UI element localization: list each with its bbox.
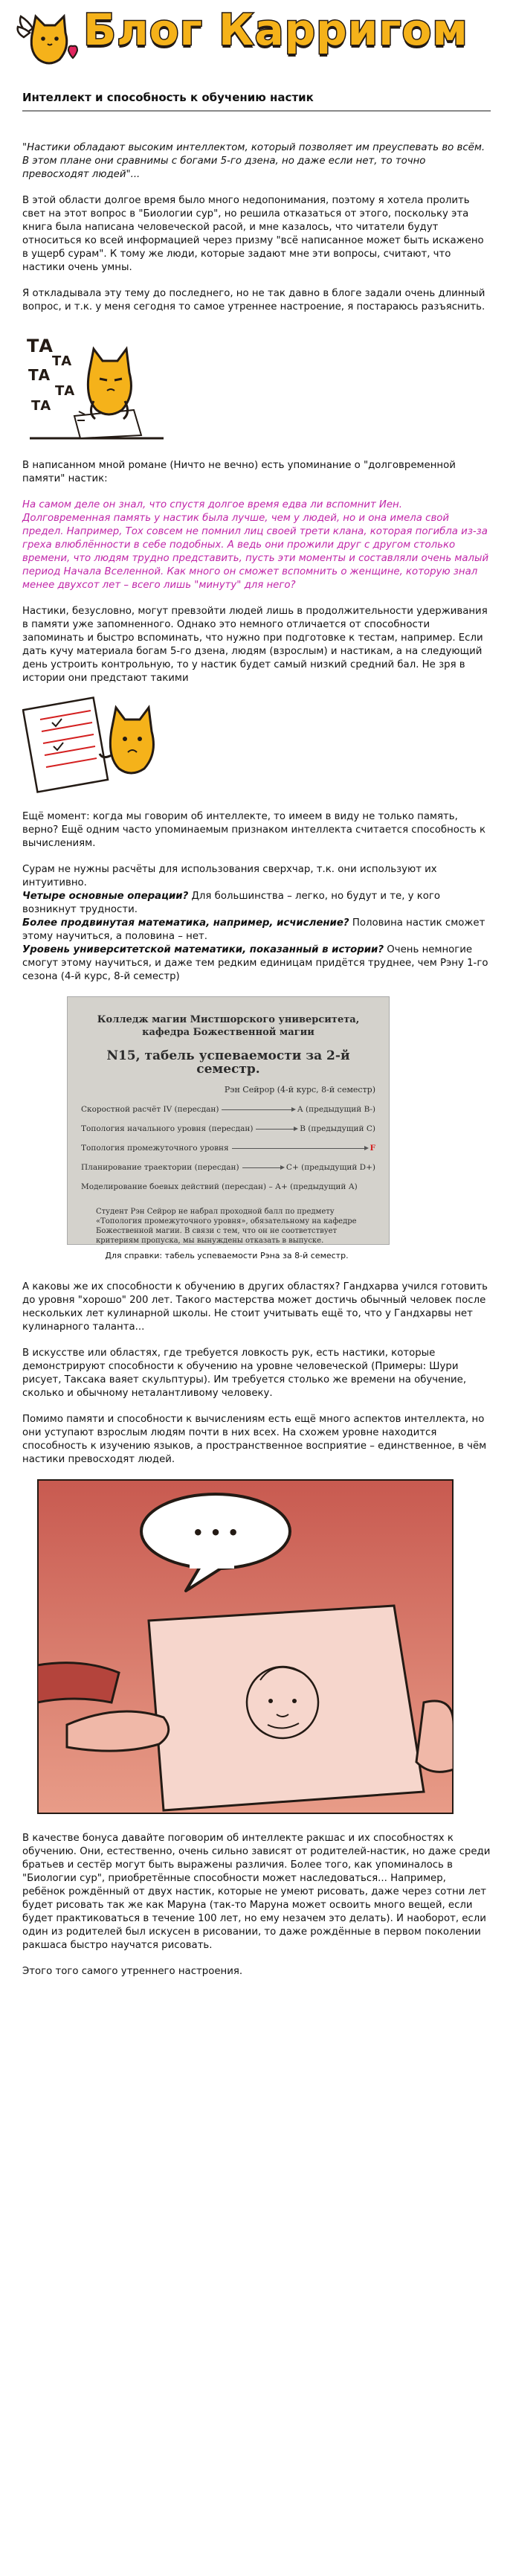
paragraph: Этого того самого утреннего настроения.: [22, 1966, 243, 1977]
sfx-text: ТА: [52, 353, 72, 369]
paragraph: В этой области долгое время было много недопонимания, поэтому я хотела пролить свет на этот вопрос в "Биологии сур", но решила отказаться от этого, поскольку эта книга была написана человеческой расой, и мне казалось, что читатели будут относиться ко всей информацией через призму "всё написанное может быть искажено в ущерб сурам". К тому же люди, которые задают мне эти вопросы, считают, что настики очень умны.: [22, 195, 484, 273]
intro-quote: "Настики обладают высоким интеллектом, который позволяет им преуспевать во всём. В этом плане они сравнимы с богами 5-го дзена, но даже если нет, то точно превосходят людей"...: [22, 142, 485, 180]
report-card-student: Рэн Сейрор (4-й курс, 8-й семестр): [224, 1085, 375, 1095]
report-card-header-line: кафедра Божественной магии: [142, 1027, 314, 1038]
paragraph: Сурам не нужны расчёты для использования сверхчар, т.к. они используют их интуитивно.: [22, 864, 437, 888]
report-card-row: [81, 1180, 375, 1194]
sfx-text: ТА: [55, 383, 75, 399]
sfx-text: ТА: [27, 336, 53, 356]
paragraph: Настики, безусловно, могут превзойти людей лишь в продолжительности удерживания в памяти уже запомненного. Однако это немного отличается от способности запоминать и быстро вспоминать, что нужно при подготовке к тестам, например. Если дать кучу материала богам 5-го дзена, людям (взрослым) и настикам, а на следующий день устроить контрольную, то у настик будет самый низкий средний бал. Не зря в истории они предстают такими: [22, 606, 488, 684]
report-card-subject: Моделирование боевых действий (пересдан) – А+ (предыдущий А): [81, 1182, 358, 1191]
report-card-grade: А (предыдущий В-): [297, 1105, 375, 1114]
report-card-grade: В (предыдущий С): [300, 1124, 375, 1133]
article-body: [0, 74, 513, 1979]
math-question: Более продвинутая математика, например, исчисление?: [22, 917, 349, 929]
novel-quote: На самом деле он знал, что спустя долгое время едва ли вспомнит Иен. Долговременная память у настик была лучше, чем у людей, но и она имела свой предел. Например, Тох совсем не помнил лиц своей трети клана, которая погибла из-за греха влюблённости в себе подобных. А ведь они прожили друг с другом столько времени, что людям трудно представить, пусть эти моменты и составляли очень малый период Начала Вселенной. Как много он сможет вспомнить о женщине, которую знал менее двухсот лет – всего лишь "минуту" для него?: [22, 499, 489, 591]
arrow-icon: [256, 1129, 297, 1130]
article-title: Интеллект и способность к обучению настик: [22, 91, 314, 104]
paragraph: Помимо памяти и способности к вычислениям есть ещё много аспектов интеллекта, но они уступают взрослым людям почти в них всех. На схожем уровне находится способность к изучению языков, а пространственное восприятие – единственное, в чём настики превосходят людей.: [22, 1414, 487, 1465]
studying-cat-illustration: [22, 693, 178, 797]
math-answer: Половина настик сможет этому научиться, а половина – нет.: [22, 917, 485, 942]
paragraph: А каковы же их способности к обучению в других областях? Гандхарва учился готовить до уровня "хорошо" 200 лет. Такого мастерства может достичь обычный человек после нескольких лет кулинарной школы. Не стоит учитывать ещё то, что у Гандхарвы нет кулинарного таланта...: [22, 1281, 488, 1333]
paragraph: Я откладывала эту тему до последнего, но не так давно в блоге задали очень длинный вопрос, и т.к. у меня сегодня то самое утреннее настроение, я постараюсь разъяснить.: [22, 288, 485, 313]
report-card-header: [81, 1013, 375, 1039]
paragraph: В написанном мной романе (Ничто не вечно) есть упоминание о "долговременной памяти" настик:: [22, 460, 456, 484]
speech-bubble-text: • • •: [192, 1522, 239, 1543]
sfx-text: ТА: [31, 398, 51, 414]
blog-header: [0, 0, 513, 74]
report-card-subject: Топология начального уровня (пересдан): [81, 1124, 254, 1133]
report-card-grade: F: [370, 1144, 375, 1153]
paragraph: В искусстве или областях, где требуется ловкость рук, есть настики, которые демонстрируют способности к обучению на уровне человеческой (Примеры: Шури рисует, Таксака ваяет скульптуры). Им требуется столько же времени на обучение, сколько и обычному неталантливому человеку.: [22, 1348, 467, 1399]
report-card-subject: Топология промежуточного уровня: [81, 1144, 229, 1153]
arrow-icon: [232, 1148, 367, 1149]
report-card-row: [81, 1141, 375, 1155]
sfx-text: ТА: [28, 366, 51, 384]
report-card-header-line: Колледж магии Мистшорского университета,: [97, 1014, 360, 1025]
report-card-note: Студент Рэн Сейрор не набрал проходной балл по предмету «Топология промежуточного уровня», обязательному на кафедре Божественной магии. В связи с тем, что он не соответствует критериям пропуска, мы вынуждены отказать в выпуске.: [96, 1208, 357, 1245]
math-question: Уровень университетской математики, показанный в истории?: [22, 944, 384, 955]
math-answer: Для большинства – легко, но будут и те, у кого возникнут трудности.: [22, 891, 441, 915]
figure-caption: Для справки: табель успеваемости Рэна за 8-й семестр.: [105, 1251, 349, 1260]
report-card-row: [81, 1122, 375, 1135]
math-question: Четыре основные операции?: [22, 891, 189, 902]
report-card-image: [67, 996, 390, 1245]
report-card-row: [81, 1103, 375, 1116]
winged-cat-logo-icon[interactable]: [16, 10, 80, 70]
report-card-subject: Планирование траектории (пересдан): [81, 1163, 239, 1172]
paragraph: В качестве бонуса давайте поговорим об интеллекте ракшас и их способностях к обучению. Они, естественно, очень сильно зависят от родителей-настик, но даже среди братьев и сестёр могут быть выражены различия. Более того, как упоминалось в "Биологии сур", приобретённые способности может наследоваться... Например, ребёнок рождённый от двух настик, которые не умеют рисовать, даже через сотни лет будет рисовать так же как Маруна (так-то Маруна может освоить много вещей, если будет практиковаться в течение 100 лет, но ему незачем это делать). И наоборот, если один из родителей был искусен в рисовании, то даже рождённые в первом поколении ракшаса быстро научатся рисовать.: [22, 1833, 491, 1951]
report-card-subject: Скоростной расчёт IV (пересдан): [81, 1105, 219, 1114]
report-card-title: N15, табель успеваемости за 2-й семестр.: [106, 1048, 350, 1077]
typing-cat-illustration: [22, 327, 171, 446]
math-answer: Очень немногие смогут этому научиться, и даже тем редким единицам придётся труднее, чем Рэну 1-го сезона (4-й курс, 8-й семестр): [22, 944, 488, 982]
drawing-comic-panel: [37, 1479, 454, 1814]
math-levels: [22, 890, 491, 984]
report-card-row: [81, 1161, 375, 1174]
report-card-rows: [81, 1103, 375, 1194]
report-card-grade: С+ (предыдущий D+): [285, 1163, 375, 1172]
paragraph: Ещё момент: когда мы говорим об интеллекте, то имеем в виду не только память, верно? Ещё одним часто упоминаемым признаком интеллекта считается способность к вычислениям.: [22, 811, 486, 849]
blog-title[interactable]: Блог Карригом: [83, 4, 468, 55]
arrow-icon: [242, 1167, 283, 1168]
arrow-icon: [222, 1109, 294, 1110]
